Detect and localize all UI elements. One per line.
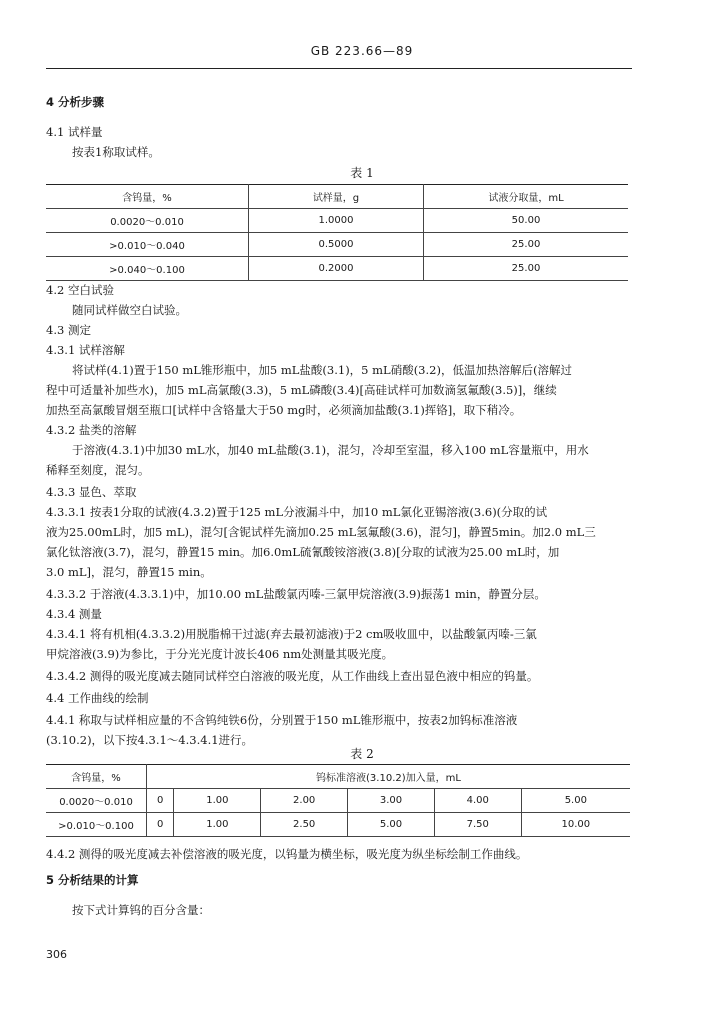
table-cell: 5.00 bbox=[521, 789, 630, 813]
text-line: 4.4.1 称取与试样相应量的不含钨纯铁6份，分别置于150 mL锥形瓶中，按表2加钨标准溶液 bbox=[46, 713, 518, 727]
text-line: 4.3.3.2 于溶液(4.3.3.1)中，加10.00 mL盐酸氯丙嗪-三氯甲烷溶液(3.9)振荡1 min，静置分层。 bbox=[46, 587, 546, 601]
table-row bbox=[46, 257, 628, 281]
table-cell: 1.00 bbox=[174, 789, 261, 813]
table-cell: 2.00 bbox=[261, 789, 348, 813]
text-line: 程中可适量补加些水)，加5 mL高氯酸(3.3)，5 mL磷酸(3.4)[高硅试样可加数滴氢氟酸(3.5)]，继续 bbox=[46, 383, 557, 397]
table1-header-aliquot: 试液分取量，mL bbox=[424, 185, 629, 209]
table-row bbox=[46, 789, 630, 813]
table-cell: 0 bbox=[147, 789, 174, 813]
table-cell: 0.2000 bbox=[249, 257, 424, 281]
table-cell: 25.00 bbox=[424, 257, 629, 281]
table-cell: 0 bbox=[147, 813, 174, 837]
table-cell: 0.5000 bbox=[249, 233, 424, 257]
table2-header-standard-volume: 钨标准溶液(3.10.2)加入量，mL bbox=[147, 765, 631, 789]
standard-header: GB 223.66—89 bbox=[310, 44, 414, 58]
table-cell: 7.50 bbox=[434, 813, 521, 837]
text-line: 甲烷溶液(3.9)为参比，于分光光度计波长406 nm处测量其吸光度。 bbox=[46, 647, 394, 661]
text-line: 4.4.2 测得的吸光度减去补偿溶液的吸光度，以钨量为横坐标，吸光度为纵坐标绘制工作曲线。 bbox=[46, 847, 528, 861]
text-line: 4.1 试样量 bbox=[46, 125, 103, 139]
table-cell: 25.00 bbox=[424, 233, 629, 257]
table1-header-tungsten: 含钨量，% bbox=[46, 185, 249, 209]
table2-caption: 表 2 bbox=[350, 747, 374, 761]
text-line: 3.0 mL]，混匀，静置15 min。 bbox=[46, 565, 212, 579]
text-line: 按表1称取试样。 bbox=[72, 145, 160, 159]
table-cell: 0.0020～0.010 bbox=[46, 789, 147, 813]
text-line: 随同试样做空白试验。 bbox=[72, 303, 187, 317]
text-line: 4.3.4 测量 bbox=[46, 607, 102, 621]
table-cell: 1.00 bbox=[174, 813, 261, 837]
section-heading: 5 分析结果的计算 bbox=[46, 873, 139, 887]
text-line: (3.10.2)，以下按4.3.1～4.3.4.1进行。 bbox=[46, 733, 254, 747]
table1-caption: 表 1 bbox=[350, 166, 374, 180]
text-line: 液为25.00mL时，加5 mL)，混匀[含铌试样先滴加0.25 mL氢氟酸(3.6)，混匀]，静置5min。加2.0 mL三 bbox=[46, 525, 596, 539]
table-1 bbox=[46, 184, 628, 281]
table-cell: >0.040～0.100 bbox=[46, 257, 249, 281]
section-heading: 4 分析步骤 bbox=[46, 95, 105, 109]
table-cell: 5.00 bbox=[348, 813, 435, 837]
text-line: 稀释至刻度，混匀。 bbox=[46, 463, 150, 477]
text-line: 氯化钛溶液(3.7)，混匀，静置15 min。加6.0mL硫氰酸铵溶液(3.8)[分取的试液为25.00 mL时，加 bbox=[46, 545, 560, 559]
table-cell: 3.00 bbox=[348, 789, 435, 813]
text-line: 4.3.4.2 测得的吸光度减去随同试样空白溶液的吸光度，从工作曲线上查出显色液中相应的钨量。 bbox=[46, 669, 539, 683]
text-line: 4.4 工作曲线的绘制 bbox=[46, 691, 149, 705]
text-line: 于溶液(4.3.1)中加30 mL水，加40 mL盐酸(3.1)，混匀，冷却至室温，移入100 mL容量瓶中，用水 bbox=[72, 443, 589, 457]
table-cell: >0.010～0.040 bbox=[46, 233, 249, 257]
table1-header-sample-mass: 试样量，g bbox=[249, 185, 424, 209]
table-cell: >0.010～0.100 bbox=[46, 813, 147, 837]
table-cell: 10.00 bbox=[521, 813, 630, 837]
text-line: 4.3 测定 bbox=[46, 323, 91, 337]
text-line: 4.3.4.1 将有机相(4.3.3.2)用脱脂棉干过滤(弃去最初滤液)于2 cm吸收皿中，以盐酸氯丙嗪-三氯 bbox=[46, 627, 537, 641]
text-line: 4.3.2 盐类的溶解 bbox=[46, 423, 137, 437]
text-line: 加热至高氯酸冒烟至瓶口[试样中含铬量大于50 mg时，必须滴加盐酸(3.1)挥铬]，取下稍冷。 bbox=[46, 403, 522, 417]
table-row bbox=[46, 233, 628, 257]
table-cell: 2.50 bbox=[261, 813, 348, 837]
table-row bbox=[46, 209, 628, 233]
text-line: 4.2 空白试验 bbox=[46, 283, 114, 297]
header-rule bbox=[46, 68, 632, 69]
table-cell: 1.0000 bbox=[249, 209, 424, 233]
text-line: 将试样(4.1)置于150 mL锥形瓶中，加5 mL盐酸(3.1)，5 mL硝酸(3.2)，低温加热溶解后(溶解过 bbox=[72, 363, 572, 377]
text-line: 按下式计算钨的百分含量： bbox=[72, 903, 210, 917]
table-cell: 50.00 bbox=[424, 209, 629, 233]
text-line: 4.3.3.1 按表1分取的试液(4.3.2)置于125 mL分液漏斗中，加10 mL氯化亚锡溶液(3.6)(分取的试 bbox=[46, 505, 548, 519]
table2-header-tungsten: 含钨量，% bbox=[46, 765, 147, 789]
table-2 bbox=[46, 764, 630, 837]
text-line: 4.3.3 显色、萃取 bbox=[46, 485, 137, 499]
table-row bbox=[46, 813, 630, 837]
page-number: 306 bbox=[46, 948, 67, 961]
table-cell: 0.0020～0.010 bbox=[46, 209, 249, 233]
text-line: 4.3.1 试样溶解 bbox=[46, 343, 125, 357]
table-cell: 4.00 bbox=[434, 789, 521, 813]
